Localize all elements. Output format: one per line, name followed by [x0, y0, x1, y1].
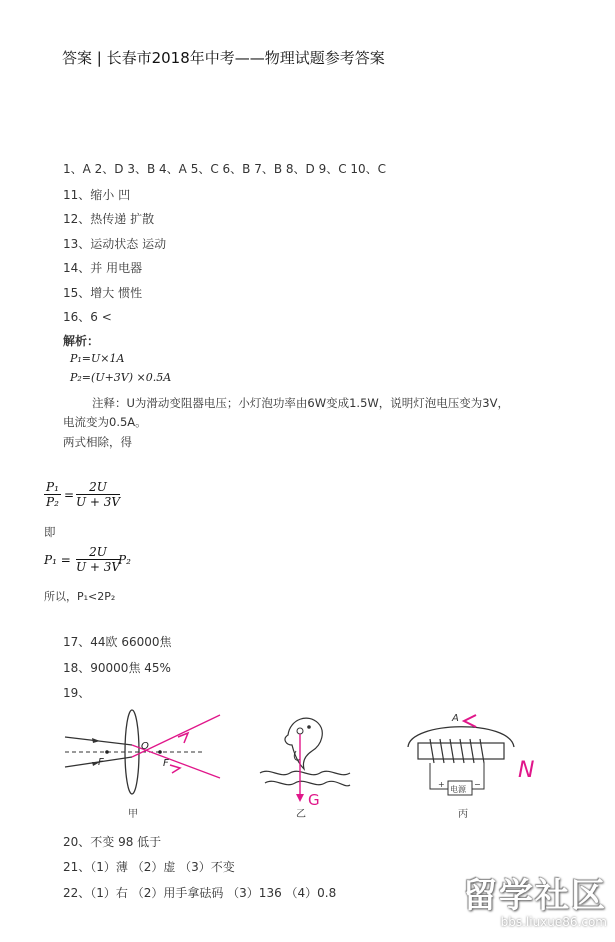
watermark-logo: 留学社区 — [463, 876, 607, 916]
arrow-head-icon — [296, 794, 304, 802]
voltage-fraction — [76, 480, 120, 509]
fraction-numerator: 2U — [76, 480, 120, 495]
label-yi: 乙 — [296, 809, 306, 820]
answer-line: 16、6 < — [63, 310, 112, 324]
label-minus: − — [474, 780, 481, 789]
label-plus: + — [438, 780, 445, 789]
label-power: 电源 — [450, 785, 466, 794]
label-o: O — [141, 741, 149, 752]
label-bing: 丙 — [458, 809, 468, 820]
answer-line: 12、热传递 扩散 — [63, 212, 155, 226]
note-line: 注释：U为滑动变阻器电压；小灯泡功率由6W变成1.5W，说明灯泡电压变为3V， — [92, 396, 509, 410]
note-line: 电流变为0.5A。 — [63, 415, 147, 429]
electromagnet-diagram — [408, 713, 534, 820]
divide-text: 两式相除，得 — [63, 435, 132, 449]
dolphin-icon — [285, 718, 322, 769]
focus-point — [158, 750, 162, 754]
label-a: A — [452, 713, 459, 724]
dolphin-diagram — [260, 718, 350, 820]
answer-line: 11、缩小 凹 — [63, 188, 131, 202]
ratio-fraction — [44, 480, 61, 509]
voltage-fraction — [76, 545, 120, 574]
arrow-head-icon — [464, 715, 476, 727]
label-f1: F — [98, 757, 104, 768]
analysis-heading: 解析： — [63, 334, 100, 348]
label-g: G — [308, 791, 320, 809]
answer-line: 14、并 用电器 — [63, 261, 143, 275]
answer-line: 17、44欧 66000焦 — [63, 635, 172, 649]
answer-line: 1、A 2、D 3、B 4、A 5、C 6、B 7、B 8、D 9、C 10、C — [63, 162, 387, 176]
answer-line: 19、 — [63, 686, 91, 700]
water-wave — [265, 781, 350, 786]
water-wave — [260, 771, 350, 774]
p2-tail: P₂ — [118, 553, 131, 567]
equals-sign: = — [64, 488, 75, 502]
ratio-denominator: P₂ — [46, 495, 59, 509]
label-jia: 甲 — [128, 809, 138, 820]
watermark-url: bbs.liuxue86.com — [500, 915, 607, 929]
conclusion: 所以，P₁<2P₂ — [44, 590, 116, 603]
page-title: 答案 | 长春市2018年中考——物理试题参考答案 — [62, 49, 385, 67]
dolphin-eye — [307, 725, 311, 729]
ratio-numerator: P₁ — [46, 480, 59, 494]
answer-line: 20、不变 98 低于 — [63, 835, 162, 849]
fraction-denominator: U + 3V — [76, 495, 121, 509]
watermark — [463, 868, 607, 929]
arrow-head-icon — [170, 765, 180, 773]
q19-diagram — [60, 705, 555, 823]
lens-diagram — [65, 710, 220, 820]
label-f2: F — [163, 758, 169, 769]
focus-point — [105, 750, 109, 754]
fraction-denominator: U + 3V — [76, 560, 121, 574]
then-text: 即 — [44, 525, 56, 539]
fraction-numerator: 2U — [76, 545, 120, 560]
label-n: N — [518, 758, 535, 783]
answer-line: 15、增大 惯性 — [63, 286, 143, 300]
answer-line: 18、90000焦 45% — [63, 661, 171, 675]
p1-lhs: P₁ = — [44, 553, 71, 567]
formula-p2: P₂=(U+3V) ×0.5A — [70, 371, 172, 384]
answer-line: 22、（1）右 （2）用手拿砝码 （3）136 （4）0.8 — [63, 886, 337, 900]
answer-line: 21、（1）薄 （2）虚 （3）不变 — [63, 860, 235, 874]
formula-p1: P₁=U×1A — [70, 352, 125, 365]
answer-line: 13、运动状态 运动 — [63, 237, 167, 251]
